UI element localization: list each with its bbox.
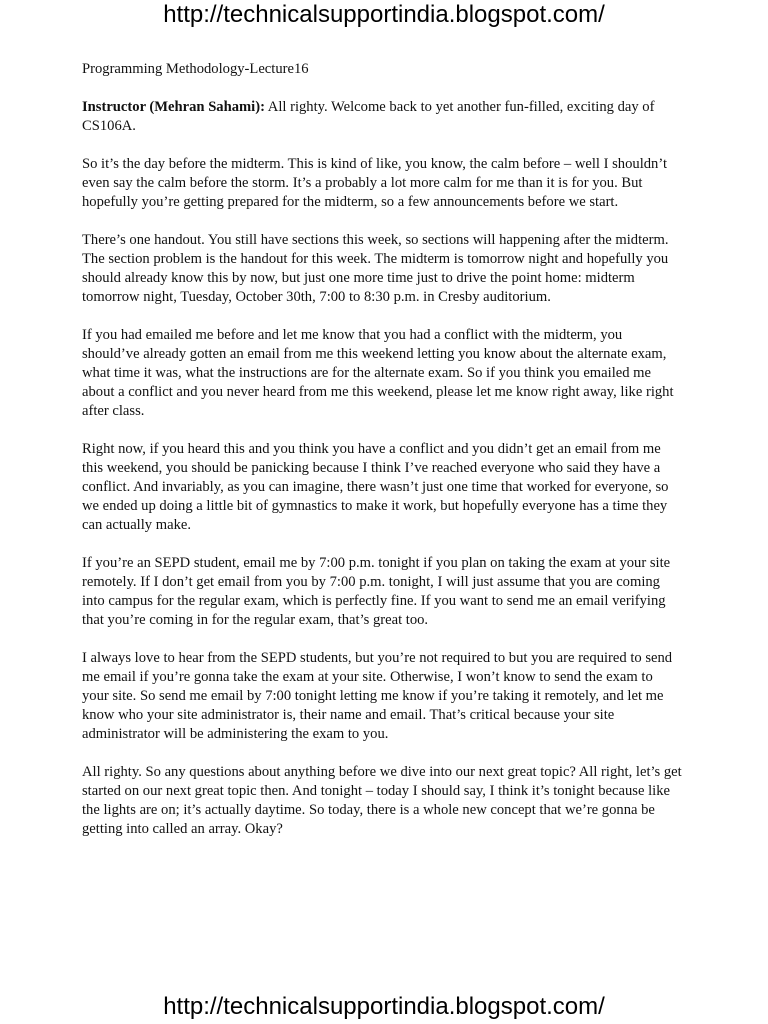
paragraph: I always love to hear from the SEPD students, but you’re not required to but you are required to send me email if you’re gonna take the exam at your site. Otherwise, I won’t know to send the exam to your site. So send me email by 7:00 tonight letting me know if you’re taking it remotely, and let me know who your site administrator is, their name and email. That’s critical because your site administrator will be administering the exam to you. [82,650,673,742]
speaker-label: Instructor (Mehran Sahami): [82,99,265,115]
paragraph: If you had emailed me before and let me know that you had a conflict with the midterm, you should’ve already gotten an email from me this weekend letting you know about the alternate exam, what time it was, what the instructions are for the alternate exam. So if you think you emailed me about a conflict and you never heard from me this weekend, please let me know right away, like right after class. [82,327,674,419]
paragraph-text: All righty. Welcome back to yet another fun-filled, exciting day of CS106A. [82,99,655,134]
header-url[interactable]: http://technicalsupportindia.blogspot.com/ [163,1,605,28]
paragraph: If you’re an SEPD student, email me by 7:00 p.m. tonight if you plan on taking the exam at your site remotely. If I don’t get email from you by 7:00 p.m. tonight, I will just assume that you are coming into campus for the regular exam, which is perfectly fine. If you want to send me an email verifying that you’re coming in for the regular exam, that’s great too. [82,555,671,628]
paragraph: There’s one handout. You still have sections this week, so sections will happening after the midterm. The section problem is the handout for this week. The midterm is tomorrow night and hopefully you should already know this by now, but just one more time just to drive the point home: midterm tomorrow night, Tuesday, October 30th, 7:00 to 8:30 p.m. in Cresby auditorium. [82,232,669,305]
footer-url[interactable]: http://technicalsupportindia.blogspot.com/ [163,993,605,1020]
paragraph: So it’s the day before the midterm. This is kind of like, you know, the calm before – well I shouldn’t even say the calm before the storm. It’s a probably a lot more calm for me than it is for you. But hopefully you’re getting prepared for the midterm, so a few announcements before we start. [82,156,667,210]
paragraph-intro [82,98,682,136]
document-body [82,60,682,858]
paragraph: Right now, if you heard this and you think you have a conflict and you didn’t get an email from me this weekend, you should be panicking because I think I’ve reached everyone who said they have a conflict. And invariably, as you can imagine, there wasn’t just one time that worked for everyone, so we ended up doing a little bit of gymnastics to make it work, but hopefully everyone has a time they can actually make. [82,441,669,533]
paragraph: All righty. So any questions about anything before we dive into our next great topic? All right, let’s get started on our next great topic then. And tonight – today I should say, I think it’s tonight because like the lights are on; it’s actually daytime. So today, there is a whole new concept that we’re gonna be getting into called an array. Okay? [82,764,682,837]
document-title: Programming Methodology-Lecture16 [82,61,309,77]
